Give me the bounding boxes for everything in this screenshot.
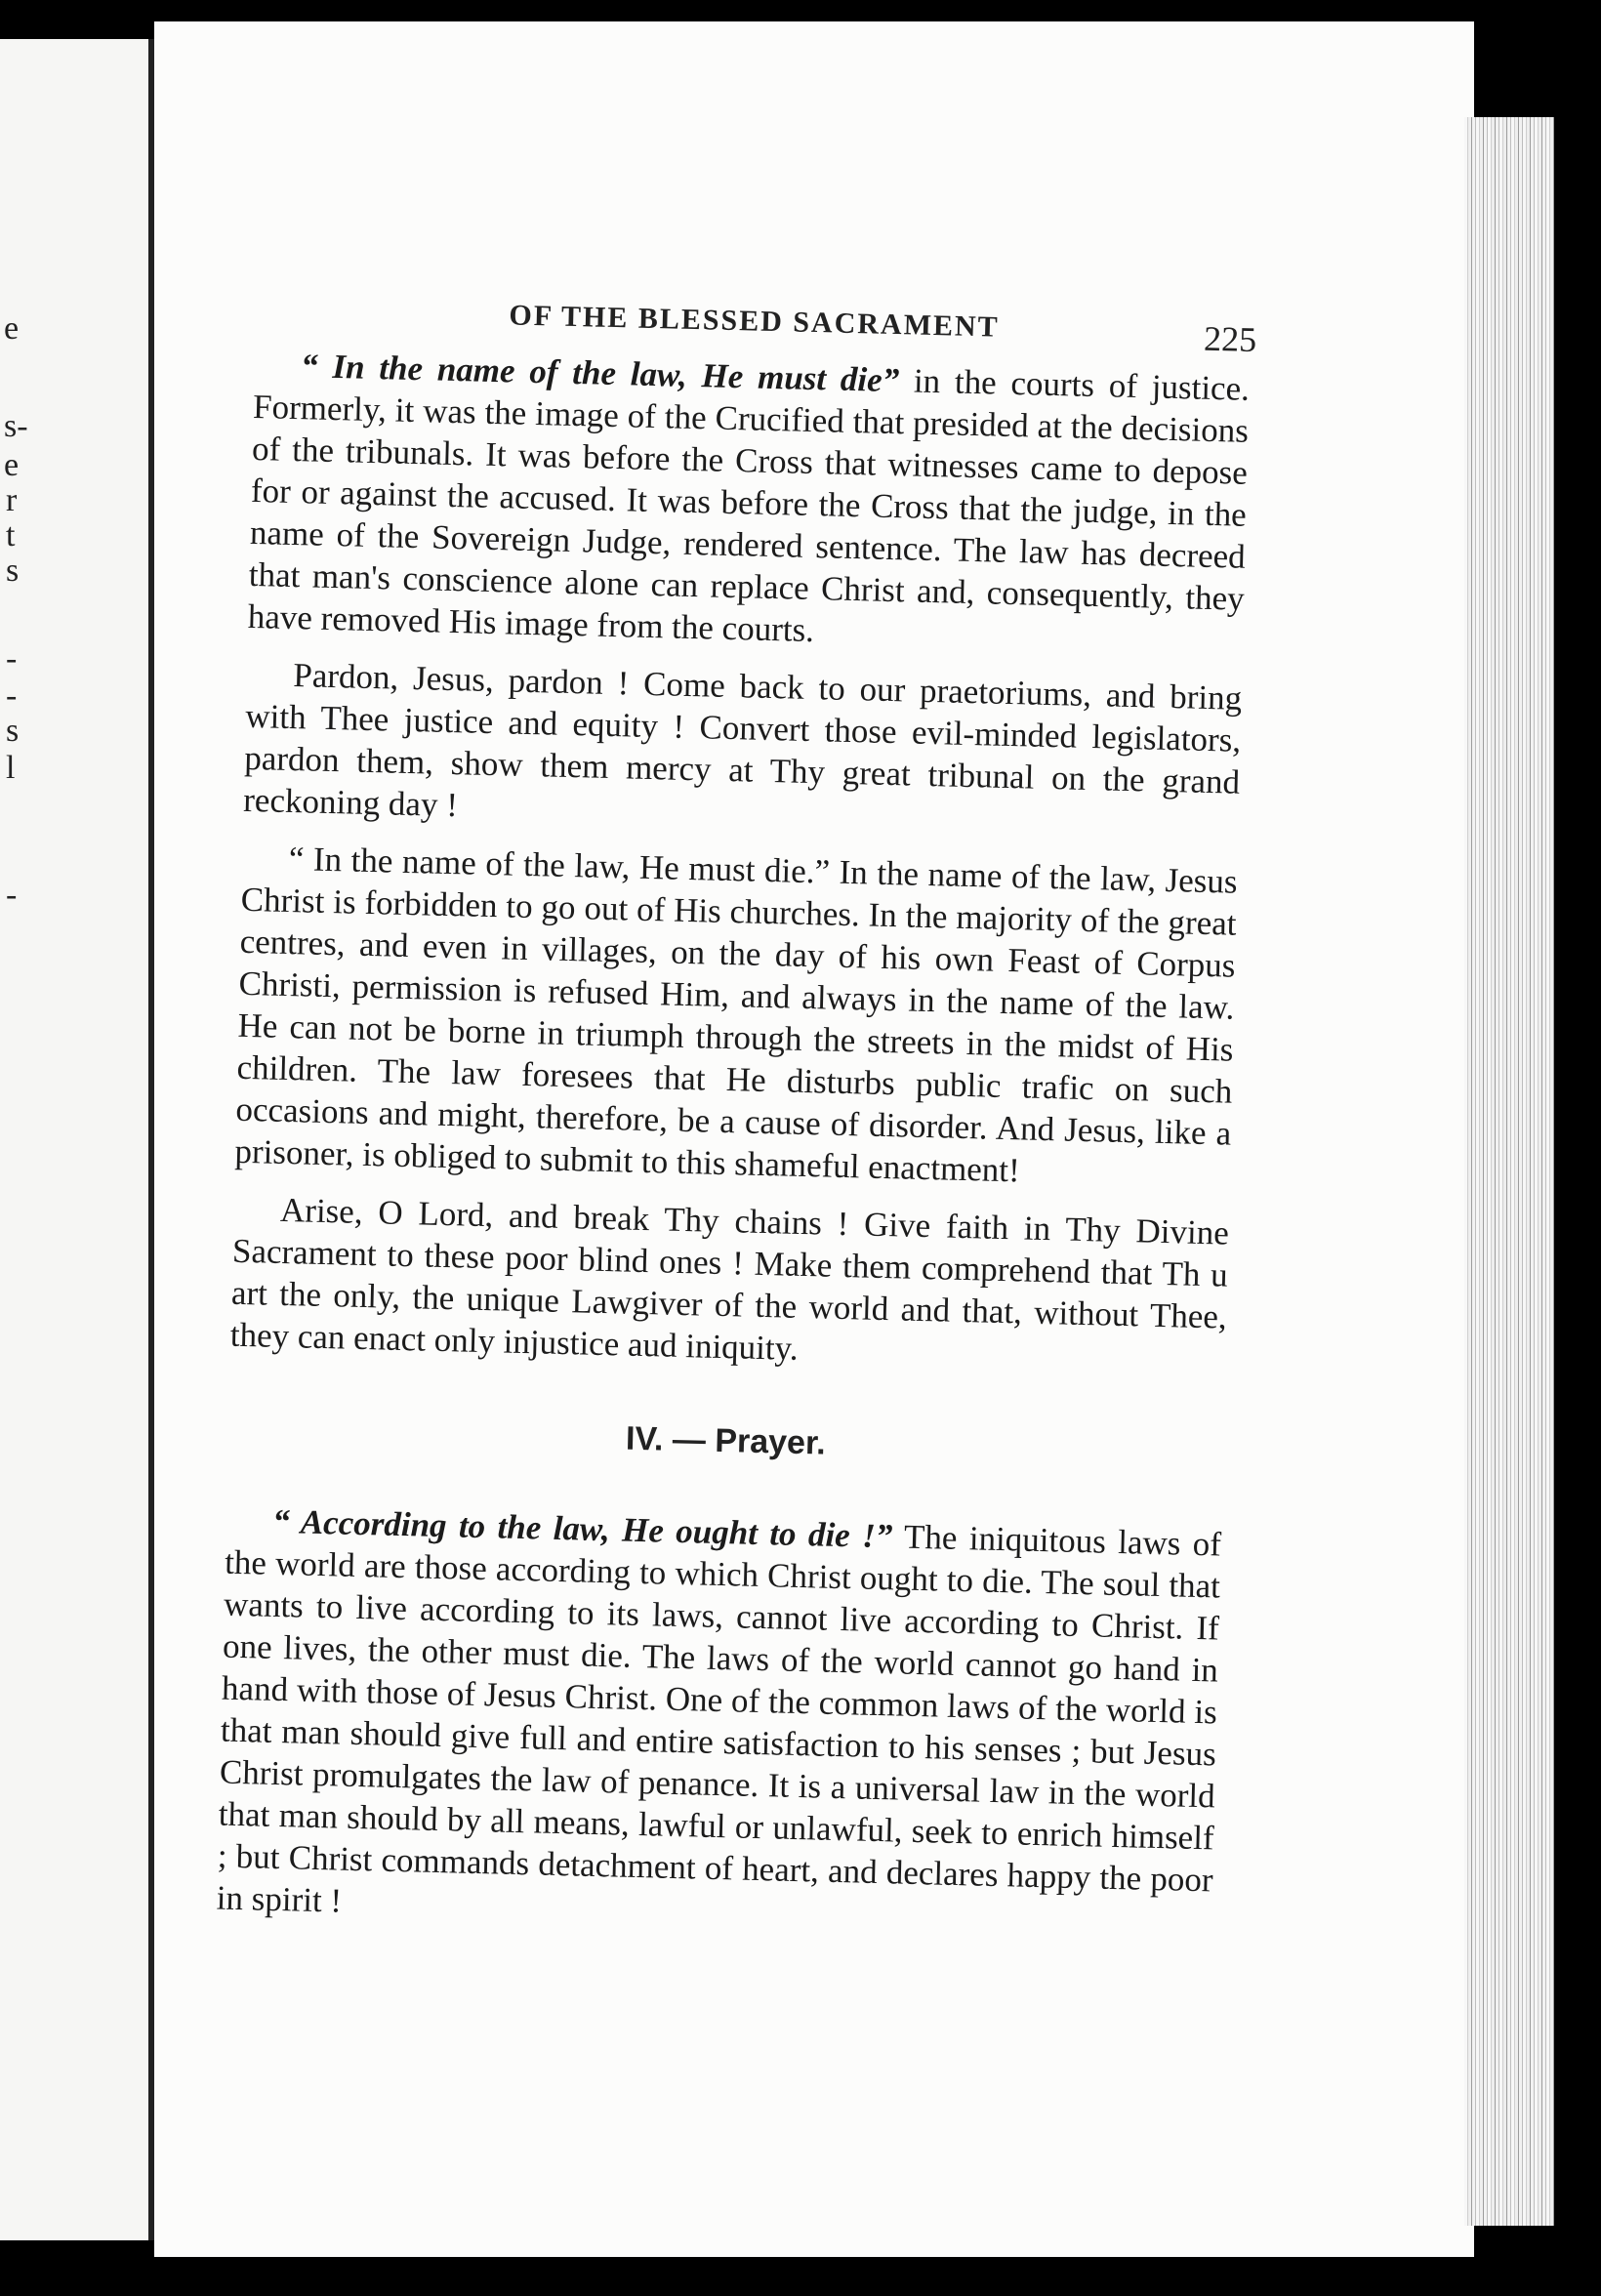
paragraph-1 xyxy=(247,344,1250,662)
running-title: OF THE BLESSED SACRAMENT xyxy=(509,299,1001,344)
left-page-fragment: r xyxy=(6,482,18,518)
left-page-fragment: - xyxy=(6,677,18,714)
left-page-edge xyxy=(0,39,148,2240)
paragraph-2: Pardon, Jesus, pardon ! Come back to our praetoriums, and bring with Thee justice and equity ! Convert those evil-minded legislators, pardon them, show them mercy at Thy great tribunal on the grand reckoning day ! xyxy=(242,656,1243,825)
italic-quotation: “ In the name of the law, He must die” xyxy=(300,347,900,400)
left-page-fragment: s- xyxy=(4,408,28,444)
left-page-fragment: - xyxy=(6,640,18,676)
page-text-block xyxy=(216,293,1257,1943)
left-page-fragment: e xyxy=(4,447,20,483)
left-page-fragment: t xyxy=(6,517,16,554)
paragraph-text: in the courts of justice. Formerly, it was the image of the Crucified that presided at the decisions of the tribunals. It was before the Cross that witnesses came to depose for or against the accused. It was before the Cross that the judge, in the name of the Sovereign Judge, rendered sentence. The law has decreed that man's conscience alone can replace Christ and, consequently, they have removed His image from the courts. xyxy=(247,361,1251,650)
paragraph-3: “ In the name of the law, He must die.” In the name of the law, Jesus Christ is forbidden to go out of His churches. In the majority of the great centres, and even in villages, on the day of his own Feast of Corpus Christi, permission is refused Him, and always in the name of the law. He can not be borne in triumph through the streets in the midst of His children. The law foresees that He disturbs public trafic on such occasions and might, therefore, be a cause of disorder. And Jesus, like a prisoner, is obliged to submit to this shameful enactment! xyxy=(234,840,1239,1190)
left-page-fragment: e xyxy=(4,310,20,347)
left-page-fragment: s xyxy=(6,553,20,589)
paragraph-4: Arise, O Lord, and break Thy chains ! Give faith in Thy Divine Sacrament to these poor blind ones ! Make them comprehend that Th u art the only, the unique Lawgiver of the world and that, without Thee, they can enact only injustice aud iniquity. xyxy=(229,1190,1230,1368)
paragraph-5 xyxy=(216,1499,1221,1944)
left-page-fragment: l xyxy=(6,750,16,786)
left-page-fragment: - xyxy=(6,877,18,913)
italic-quotation: “ According to the law, He ought to die !” xyxy=(271,1501,893,1556)
section-heading: IV. — Prayer. xyxy=(625,1419,827,1462)
page-stack-edge xyxy=(1464,117,1554,2226)
left-page-fragment: s xyxy=(6,713,20,749)
paragraph-text: The iniquitous laws of the world are those according to which Christ ought to die. The soul that wants to live according to its laws, cannot live according to Christ. If one lives, the other must die. The laws of the world cannot go hand in hand with those of Jesus Christ. One of the common laws of the world is that man should give full and entire satisfaction to his senses ; but Jesus Christ promulgates the law of penance. It is a universal law in the world that man should by all means, lawful or unlawful, seek to enrich himself ; but Christ commands detachment of heart, and declares happy the poor in spirit ! xyxy=(216,1517,1222,1920)
page-number: 225 xyxy=(1203,318,1257,360)
